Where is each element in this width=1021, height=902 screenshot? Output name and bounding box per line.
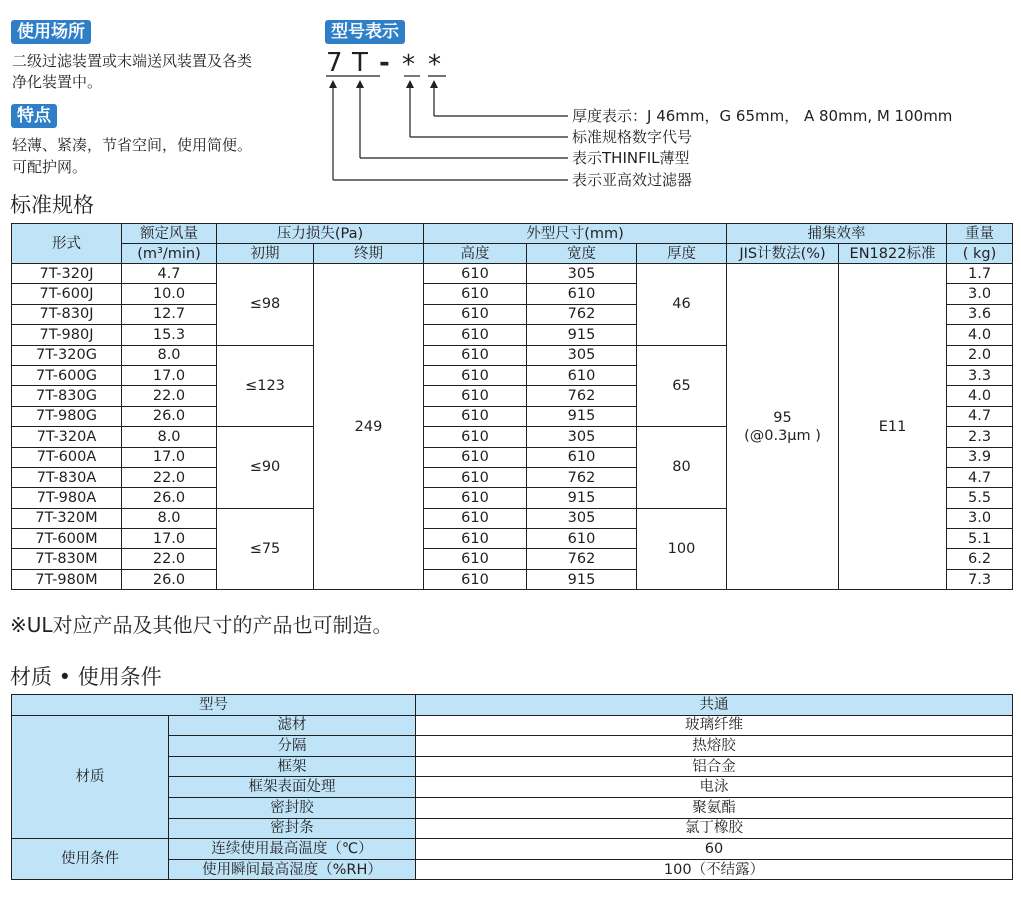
cell-width: 915 bbox=[527, 406, 637, 426]
cell-airflow: 17.0 bbox=[122, 447, 217, 467]
cell-initial-pressure: ≤98 bbox=[217, 264, 314, 346]
model-code-badge: 型号表示 bbox=[325, 20, 405, 44]
legend-thin-type: 表示THINFIL薄型 bbox=[572, 149, 690, 167]
cell-weight: 2.0 bbox=[947, 345, 1013, 365]
cell-height: 610 bbox=[424, 325, 527, 345]
cell-airflow: 26.0 bbox=[122, 406, 217, 426]
cell-model: 7T-600M bbox=[12, 529, 122, 549]
header-final: 终期 bbox=[314, 244, 424, 264]
legend-size-code: 标准规格数字代号 bbox=[572, 128, 693, 146]
cell-airflow: 22.0 bbox=[122, 549, 217, 569]
cell-width: 305 bbox=[527, 427, 637, 447]
material-item: 密封条 bbox=[169, 818, 416, 839]
legend-thickness: 厚度表示：J 46mm，G 65mm， A 80mm, M 100mm bbox=[572, 107, 953, 125]
cell-height: 610 bbox=[424, 488, 527, 508]
usage-item: 使用瞬间最高湿度（%RH） bbox=[169, 859, 416, 880]
material-item: 滤材 bbox=[169, 715, 416, 736]
material-item: 分隔 bbox=[169, 736, 416, 757]
cell-width: 610 bbox=[527, 529, 637, 549]
cell-airflow: 26.0 bbox=[122, 488, 217, 508]
cell-height: 610 bbox=[424, 386, 527, 406]
jis-note: (@0.3μm ) bbox=[744, 427, 821, 444]
cell-depth: 100 bbox=[637, 508, 727, 590]
cell-width: 610 bbox=[527, 284, 637, 304]
header-weight-unit: ( kg) bbox=[947, 244, 1013, 264]
header-jis: JIS计数法(%) bbox=[727, 244, 839, 264]
cell-weight: 7.3 bbox=[947, 569, 1013, 589]
model-code-star-1: * bbox=[402, 50, 415, 80]
cell-weight: 5.5 bbox=[947, 488, 1013, 508]
header-weight: 重量 bbox=[947, 224, 1013, 244]
model-code-star-2: * bbox=[428, 50, 441, 80]
cell-airflow: 8.0 bbox=[122, 345, 217, 365]
cell-weight: 6.2 bbox=[947, 549, 1013, 569]
cell-height: 610 bbox=[424, 549, 527, 569]
cell-width: 915 bbox=[527, 325, 637, 345]
usage-value: 60 bbox=[416, 839, 1013, 860]
cell-width: 762 bbox=[527, 304, 637, 324]
header-airflow-unit: (m³/min) bbox=[122, 244, 217, 264]
header-pressure: 压力损失(Pa) bbox=[217, 224, 424, 244]
usage-badge: 使用场所 bbox=[11, 20, 91, 44]
spec-table bbox=[11, 223, 1013, 590]
header-airflow: 额定风量 bbox=[122, 224, 217, 244]
material-title: 材质 • 使用条件 bbox=[10, 665, 162, 689]
material-item: 框架表面处理 bbox=[169, 777, 416, 798]
cell-airflow: 8.0 bbox=[122, 508, 217, 528]
cell-jis-efficiency bbox=[727, 264, 839, 590]
cell-airflow: 22.0 bbox=[122, 467, 217, 487]
cell-height: 610 bbox=[424, 284, 527, 304]
usage-category: 使用条件 bbox=[12, 839, 169, 880]
cell-height: 610 bbox=[424, 406, 527, 426]
cell-model: 7T-600J bbox=[12, 284, 122, 304]
cell-airflow: 12.7 bbox=[122, 304, 217, 324]
material-value: 铝合金 bbox=[416, 756, 1013, 777]
cell-width: 305 bbox=[527, 345, 637, 365]
material-value: 热熔胶 bbox=[416, 736, 1013, 757]
cell-height: 610 bbox=[424, 569, 527, 589]
cell-model: 7T-320G bbox=[12, 345, 122, 365]
cell-height: 610 bbox=[424, 427, 527, 447]
cell-model: 7T-320A bbox=[12, 427, 122, 447]
cell-model: 7T-980A bbox=[12, 488, 122, 508]
cell-model: 7T-320J bbox=[12, 264, 122, 284]
cell-width: 305 bbox=[527, 508, 637, 528]
header-width: 宽度 bbox=[527, 244, 637, 264]
cell-weight: 4.0 bbox=[947, 325, 1013, 345]
cell-weight: 3.3 bbox=[947, 365, 1013, 385]
material-item: 框架 bbox=[169, 756, 416, 777]
cell-width: 762 bbox=[527, 549, 637, 569]
cell-weight: 3.0 bbox=[947, 508, 1013, 528]
cell-model: 7T-980J bbox=[12, 325, 122, 345]
cell-model: 7T-830G bbox=[12, 386, 122, 406]
cell-weight: 5.1 bbox=[947, 529, 1013, 549]
cell-height: 610 bbox=[424, 264, 527, 284]
header-dimensions: 外型尺寸(mm) bbox=[424, 224, 727, 244]
cell-width: 915 bbox=[527, 569, 637, 589]
model-code-dash: - bbox=[379, 48, 390, 78]
cell-weight: 4.7 bbox=[947, 467, 1013, 487]
cell-initial-pressure: ≤123 bbox=[217, 345, 314, 427]
cell-height: 610 bbox=[424, 529, 527, 549]
header-initial: 初期 bbox=[217, 244, 314, 264]
cell-height: 610 bbox=[424, 345, 527, 365]
cell-initial-pressure: ≤75 bbox=[217, 508, 314, 590]
cell-width: 762 bbox=[527, 467, 637, 487]
cell-width: 610 bbox=[527, 447, 637, 467]
cell-airflow: 15.3 bbox=[122, 325, 217, 345]
cell-width: 610 bbox=[527, 365, 637, 385]
cell-height: 610 bbox=[424, 447, 527, 467]
material-header-common: 共通 bbox=[416, 695, 1013, 716]
cell-model: 7T-980M bbox=[12, 569, 122, 589]
cell-airflow: 26.0 bbox=[122, 569, 217, 589]
cell-en-class: E11 bbox=[839, 264, 947, 590]
usage-value: 100（不结露） bbox=[416, 859, 1013, 880]
jis-value: 95 bbox=[773, 409, 792, 426]
features-text-line1: 轻薄、紧凑，节省空间，使用简便。 bbox=[12, 136, 253, 154]
features-text-line2: 可配护网。 bbox=[12, 158, 88, 176]
cell-weight: 3.6 bbox=[947, 304, 1013, 324]
material-value: 聚氨酯 bbox=[416, 797, 1013, 818]
spec-title: 标准规格 bbox=[10, 193, 94, 217]
cell-weight: 3.0 bbox=[947, 284, 1013, 304]
cell-model: 7T-830A bbox=[12, 467, 122, 487]
cell-airflow: 8.0 bbox=[122, 427, 217, 447]
header-model: 形式 bbox=[12, 224, 122, 264]
cell-depth: 46 bbox=[637, 264, 727, 346]
cell-weight: 1.7 bbox=[947, 264, 1013, 284]
cell-height: 610 bbox=[424, 508, 527, 528]
cell-airflow: 22.0 bbox=[122, 386, 217, 406]
note-text: ※UL对应产品及其他尺寸的产品也可制造。 bbox=[10, 613, 393, 637]
cell-depth: 80 bbox=[637, 427, 727, 509]
cell-model: 7T-980G bbox=[12, 406, 122, 426]
usage-item: 连续使用最高温度（℃） bbox=[169, 839, 416, 860]
cell-width: 305 bbox=[527, 264, 637, 284]
header-height: 高度 bbox=[424, 244, 527, 264]
cell-weight: 4.0 bbox=[947, 386, 1013, 406]
cell-width: 915 bbox=[527, 488, 637, 508]
material-value: 氯丁橡胶 bbox=[416, 818, 1013, 839]
cell-model: 7T-600A bbox=[12, 447, 122, 467]
header-en: EN1822标准 bbox=[839, 244, 947, 264]
header-depth: 厚度 bbox=[637, 244, 727, 264]
material-value: 玻璃纤维 bbox=[416, 715, 1013, 736]
header-efficiency: 捕集效率 bbox=[727, 224, 947, 244]
cell-airflow: 17.0 bbox=[122, 365, 217, 385]
material-item: 密封胶 bbox=[169, 797, 416, 818]
cell-model: 7T-830J bbox=[12, 304, 122, 324]
cell-model: 7T-320M bbox=[12, 508, 122, 528]
cell-width: 762 bbox=[527, 386, 637, 406]
table-row bbox=[12, 264, 1013, 284]
cell-depth: 65 bbox=[637, 345, 727, 427]
material-value: 电泳 bbox=[416, 777, 1013, 798]
usage-text-line2: 净化装置中。 bbox=[12, 73, 103, 91]
cell-model: 7T-600G bbox=[12, 365, 122, 385]
cell-height: 610 bbox=[424, 304, 527, 324]
material-category: 材质 bbox=[12, 715, 169, 839]
usage-text-line1: 二级过滤装置或末端送风装置及各类 bbox=[12, 52, 253, 70]
cell-initial-pressure: ≤90 bbox=[217, 427, 314, 509]
model-code-char-t: T bbox=[352, 48, 368, 78]
material-table bbox=[11, 694, 1013, 880]
features-badge: 特点 bbox=[11, 104, 57, 128]
cell-airflow: 4.7 bbox=[122, 264, 217, 284]
legend-sub-hepa: 表示亚高效过滤器 bbox=[572, 171, 693, 189]
cell-airflow: 17.0 bbox=[122, 529, 217, 549]
cell-height: 610 bbox=[424, 467, 527, 487]
material-header-model: 型号 bbox=[12, 695, 416, 716]
cell-airflow: 10.0 bbox=[122, 284, 217, 304]
model-code-char-7: 7 bbox=[326, 48, 343, 78]
cell-weight: 3.9 bbox=[947, 447, 1013, 467]
cell-model: 7T-830M bbox=[12, 549, 122, 569]
cell-final-pressure: 249 bbox=[314, 264, 424, 590]
cell-weight: 4.7 bbox=[947, 406, 1013, 426]
cell-weight: 2.3 bbox=[947, 427, 1013, 447]
cell-height: 610 bbox=[424, 365, 527, 385]
